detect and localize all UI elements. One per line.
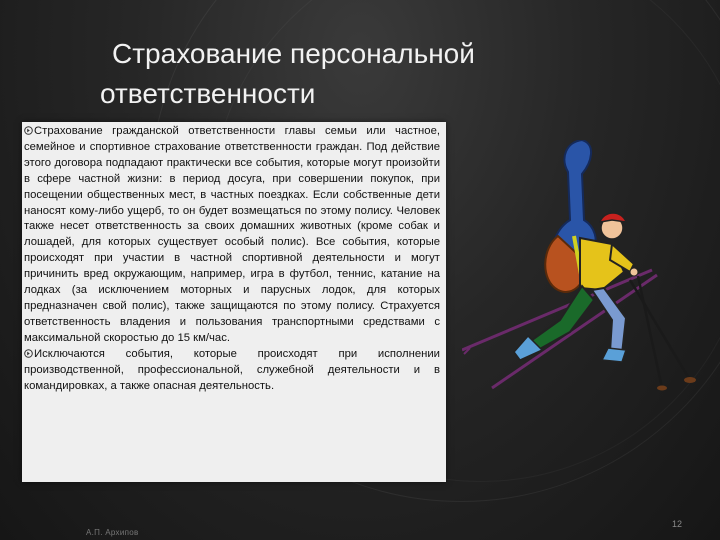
circled-arrow-bullet-icon <box>24 126 33 135</box>
paragraph-1 <box>24 124 440 347</box>
slide-title <box>100 34 620 114</box>
paragraph-2-text: Исключаются события, которые происходят при исполнении производственной, профессиональной, служебной деятельности и в командировках, а также опасная деятельность. <box>24 347 440 392</box>
body-text <box>24 124 440 394</box>
footer-author: А.П. Архипов <box>86 528 139 537</box>
slide-title-line1: Страхование персональной <box>112 38 475 69</box>
circled-arrow-bullet-icon <box>24 349 33 358</box>
slide-title-line2: ответственности <box>100 78 316 109</box>
paragraph-2 <box>24 347 440 395</box>
skier-illustration <box>462 140 702 400</box>
paragraph-1-text: Страхование гражданской ответственности главы семьи или частное, семейное и спортивное страхование ответственности граждан. Под действие этого договора подпадают практически все события, которые могут произойти в сфере частной жизни: в период досуга, при совершении покупок, при посещении общественных мест, в частных поездках. Если собственные дети наносят кому-либо ущерб, то он будет возмещаться по этому полису. Человек также несет ответственность за своих домашних животных (кроме собак и лошадей, для которых существует особый полис). Все события, которые происходят при участии в частной спортивной деятельности и могут причинить вред окружающим, например, игра в футбол, теннис, катание на лодках (за исключением моторных и парусных лодок, для которых предназначен свой полис), также защищаются по этому полису. Страхуется ответственность владения и пользования транспортными средствами с максимальной скоростью до 15 км/час. <box>24 125 440 344</box>
page-number: 12 <box>672 519 683 529</box>
